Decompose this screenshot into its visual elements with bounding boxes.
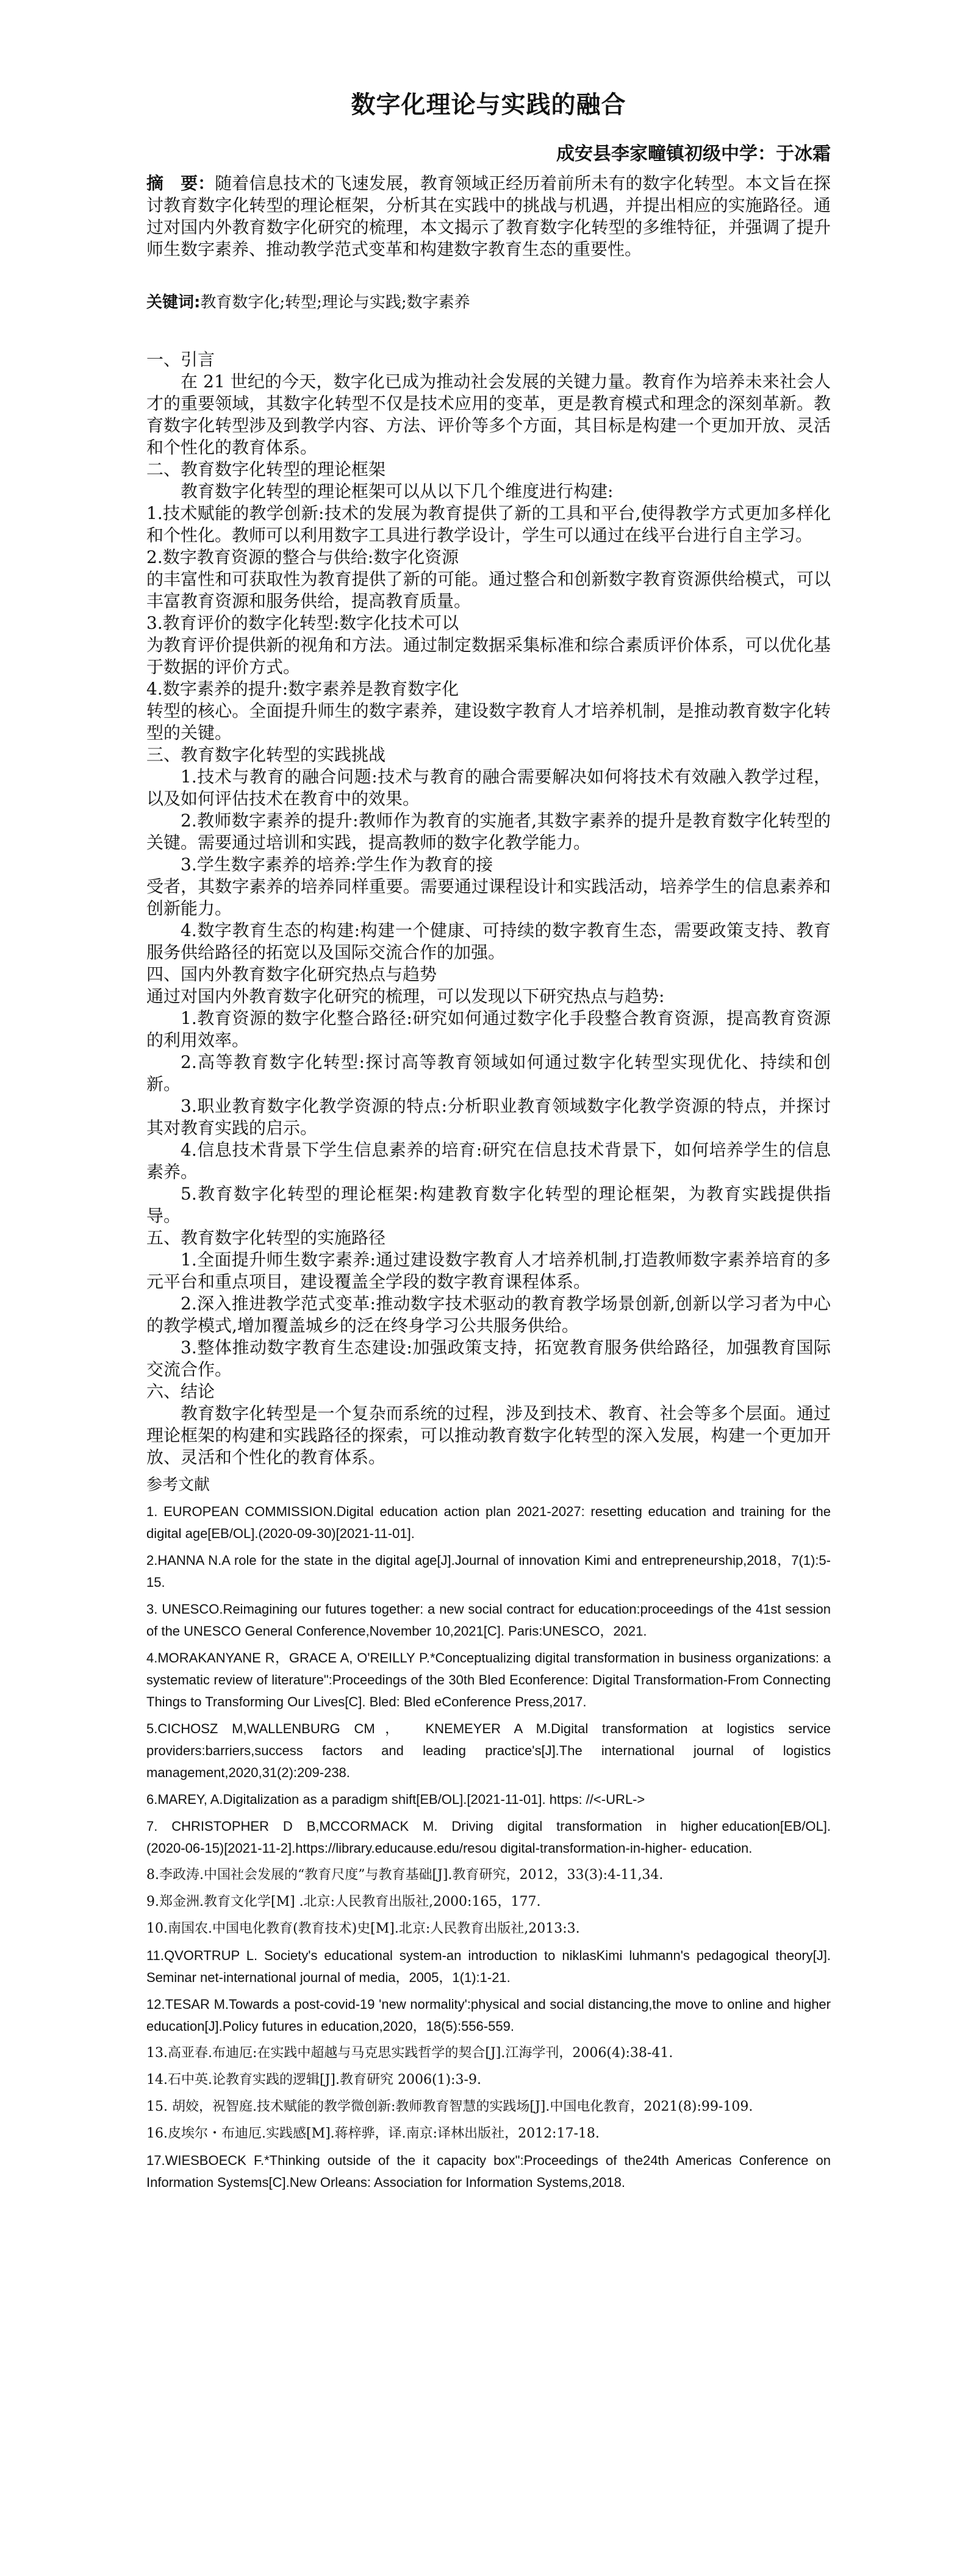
reference-item: 14.石中英.论教育实践的逻辑[J].教育研究 2006(1):3-9.: [146, 2072, 481, 2088]
reference-item: 3. UNESCO.Reimagining our futures together: a new social contract for education:proceedings of the 41st session of the UNESCO General Conference,November 10,2021[C]. Paris:UNESCO，2021.: [146, 1601, 831, 1639]
paragraph: 3.教育评价的数字化转型:数字化技术可以: [146, 613, 459, 633]
paragraph: 教育数字化转型是一个复杂而系统的过程，涉及到技术、教育、社会等多个层面。通过理论框架的构建和实践路径的探索，可以推动教育数字化转型的深入发展，构建一个更加开放、灵活和个性化的教育体系。: [146, 1403, 831, 1467]
reference-item: 16.皮埃尔・布迪厄.实践感[M].蒋梓骅，译.南京:译林出版社，2012:17-18.: [146, 2126, 600, 2141]
reference-item: 15. 胡姣，祝智庭.技术赋能的教学微创新:教师教育智慧的实践场[J].中国电化教育，2021(8):99-109.: [146, 2099, 753, 2114]
abstract-label: 摘 要：: [146, 173, 215, 193]
section-heading: 三、教育数字化转型的实践挑战: [146, 745, 386, 765]
abstract: [146, 173, 831, 260]
paper-title: 数字化理论与实践的融合: [351, 91, 626, 119]
section-heading: 五、教育数字化转型的实施路径: [146, 1228, 386, 1248]
reference-item: 6.MAREY, A.Digitalization as a paradigm shift[EB/OL].[2021-11-01]. https: //<-URL->: [146, 1792, 645, 1807]
paragraph: 4.数字教育生态的构建:构建一个健康、可持续的数字教育生态，需要政策支持、教育服务供给路径的拓宽以及国际交流合作的加强。: [146, 920, 831, 962]
section-heading: 四、国内外教育数字化研究热点与趋势: [146, 964, 437, 984]
references-heading: 参考文献: [146, 1476, 210, 1494]
paragraph: 的丰富性和可获取性为教育提供了新的可能。通过整合和创新数字教育资源供给模式，可以丰富教育资源和服务供给，提高教育质量。: [146, 569, 831, 611]
paragraph: 2.教师数字素养的提升:教师作为教育的实施者,其数字素养的提升是教育数字化转型的关键。需要通过培训和实践，提高教师的数字化教学能力。: [146, 810, 831, 853]
abstract-text: 随着信息技术的飞速发展，教育领域正经历着前所未有的数字化转型。本文旨在探讨教育数字化转型的理论框架，分析其在实践中的挑战与机遇，并提出相应的实施路径。通过对国内外教育数字化研究的梳理，本文揭示了教育数字化转型的多维特征，并强调了提升师生数字素养、推动教学范式变革和构建数字教育生态的重要性。: [146, 173, 831, 259]
reference-item: 10.南国农.中国电化教育(教育技术)史[M].北京:人民教育出版社,2013:3.: [146, 1921, 580, 1936]
reference-item: 4.MORAKANYANE R，GRACE A, O'REILLY P.*Conceptualizing digital transformation in business organizations: a systematic review of literature":Proceedings of the 30th Bled Econference: Digital Transformation-From Connecting Things to Transforming Our Lives[C]. Bled: Bled eConference Press,2017.: [146, 1650, 831, 1709]
paragraph: 为教育评价提供新的视角和方法。通过制定数据采集标准和综合素质评价体系，可以优化基于数据的评价方式。: [146, 635, 831, 677]
paragraph: 3.职业教育数字化教学资源的特点:分析职业教育领域数字化教学资源的特点，并探讨其对教育实践的启示。: [146, 1096, 831, 1138]
reference-item: 12.TESAR M.Towards a post-covid-19 'new normality':physical and social distancing,the move to online and higher education[J].Policy futures in education,2020，18(5):556-559.: [146, 1997, 831, 2034]
paragraph: 2.数字教育资源的整合与供给:数字化资源: [146, 547, 459, 567]
paragraph: 受者，其数字素养的培养同样重要。需要通过课程设计和实践活动，培养学生的信息素养和创新能力。: [146, 876, 831, 918]
keywords-label: 关键词:: [146, 293, 201, 312]
paragraph: 教育数字化转型的理论框架可以从以下几个维度进行构建:: [181, 481, 614, 501]
reference-item: 8.李政涛.中国社会发展的“教育尺度”与教育基础[J].教育研究，2012，33(3):4-11,34.: [146, 1867, 664, 1883]
paragraph: 4.数字素养的提升:数字素养是教育数字化: [146, 679, 459, 699]
paragraph: 4.信息技术背景下学生信息素养的培育:研究在信息技术背景下，如何培养学生的信息素养。: [146, 1140, 831, 1182]
paragraph: 2.深入推进教学范式变革:推动数字技术驱动的教育教学场景创新,创新以学习者为中心的教学模式,增加覆盖城乡的泛在终身学习公共服务供给。: [146, 1293, 831, 1336]
reference-list: [146, 1501, 831, 2194]
author-line: 成安县李家疃镇初级中学：于冰霜: [556, 143, 831, 165]
paragraph: 在 21 世纪的今天，数字化已成为推动社会发展的关键力量。教育作为培养未来社会人才的重要领域，其数字化转型不仅是技术应用的变革，更是教育模式和理念的深刻革新。教育数字化转型涉及到教学内容、方法、评价等多个方面，其目标是构建一个更加开放、灵活和个性化的教育体系。: [146, 371, 831, 457]
reference-item: 7. CHRISTOPHER D B,MCCORMACK M. Driving digital transformation in higher education[EB/OL].(2020-06-15)[2021-11-2].https://library.educause.edu/resou digital-transformation-in-higher- education.: [146, 1819, 831, 1856]
paragraph: 1.教育资源的数字化整合路径:研究如何通过数字化手段整合教育资源，提高教育资源的利用效率。: [146, 1008, 831, 1050]
reference-item: 5.CICHOSZ M,WALLENBURG CM， KNEMEYER A M.Digital transformation at logistics service providers:barriers,success factors and leading practice's[J].The international journal of logistics management,2020,31(2):209-238.: [146, 1721, 831, 1780]
paragraph: 2.高等教育数字化转型:探讨高等教育领域如何通过数字化转型实现优化、持续和创新。: [146, 1052, 831, 1094]
keywords-text: 教育数字化;转型;理论与实践;数字素养: [200, 293, 470, 312]
paragraph: 3.学生数字素养的培养:学生作为教育的接: [181, 854, 493, 875]
section-heading: 二、教育数字化转型的理论框架: [146, 459, 386, 479]
reference-item: 2.HANNA N.A role for the state in the digital age[J].Journal of innovation Kimi and entrepreneurship,2018，7(1):5-15.: [146, 1553, 831, 1590]
section-heading: 六、结论: [146, 1381, 215, 1401]
paragraph: 1.技术与教育的融合问题:技术与教育的融合需要解决如何将技术有效融入教学过程，以及如何评估技术在教育中的效果。: [146, 767, 831, 809]
body-text: [146, 349, 831, 1469]
paragraph: 通过对国内外教育数字化研究的梳理，可以发现以下研究热点与趋势:: [146, 986, 665, 1006]
paragraph: 3.整体推动数字教育生态建设:加强政策支持，拓宽教育服务供给路径，加强教育国际交流合作。: [146, 1337, 831, 1379]
keywords: [146, 290, 831, 312]
paragraph: 转型的核心。全面提升师生的数字素养，建设数字教育人才培养机制，是推动教育数字化转型的关键。: [146, 701, 831, 743]
paragraph: 5.教育数字化转型的理论框架:构建教育数字化转型的理论框架，为教育实践提供指导。: [146, 1184, 831, 1226]
paragraph: 1.全面提升师生数字素养:通过建设数字教育人才培养机制,打造教师数字素养培育的多元平台和重点项目，建设覆盖全学段的数字教育课程体系。: [146, 1250, 831, 1292]
reference-item: 13.高亚春.布迪厄:在实践中超越与马克思实践哲学的契合[J].江海学刊，2006(4):38-41.: [146, 2045, 673, 2061]
reference-item: 11.QVORTRUP L. Society's educational system-an introduction to niklasKimi luhmann's pedagogical theory[J]. Seminar net-international journal of media，2005，1(1):1-21.: [146, 1948, 831, 1985]
section-heading: 一、引言: [146, 349, 215, 370]
reference-item: 1. EUROPEAN COMMISSION.Digital education action plan 2021-2027: resetting education and training for the digital age[EB/OL].(2020-09-30)[2021-11-01].: [146, 1504, 831, 1541]
reference-item: 17.WIESBOECK F.*Thinking outside of the it capacity box":Proceedings of the24th Americas Conference on Information Systems[C].New Orleans: Association for Information Systems,2018.: [146, 2153, 831, 2190]
reference-item: 9.郑金洲.教育文化学[M] .北京:人民教育出版社,2000:165，177.: [146, 1894, 541, 1909]
paragraph: 1.技术赋能的教学创新:技术的发展为教育提供了新的工具和平台,使得教学方式更加多样化和个性化。教师可以利用数字工具进行教学设计，学生可以通过在线平台进行自主学习。: [146, 503, 831, 545]
